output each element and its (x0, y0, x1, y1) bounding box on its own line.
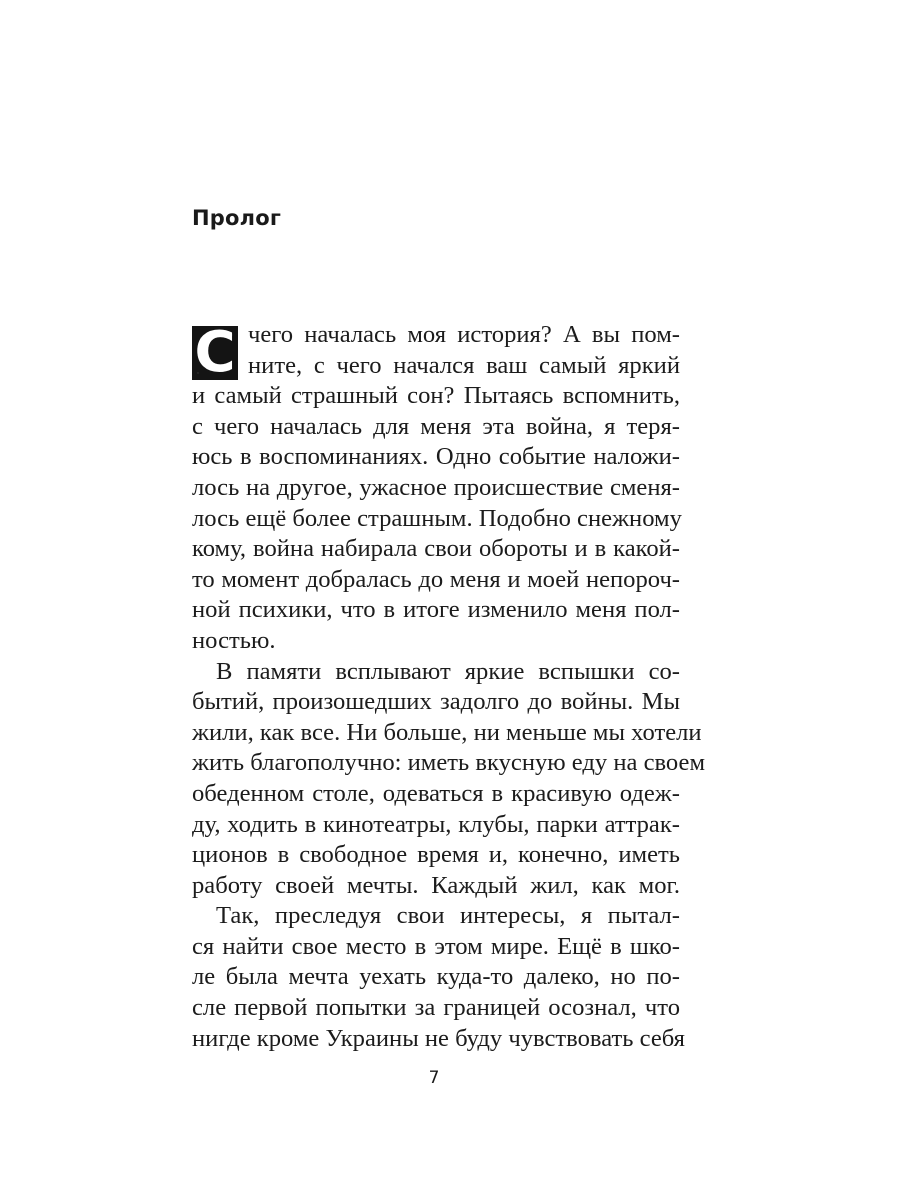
paragraph-2 (192, 657, 706, 902)
chapter-title: Пролог (192, 206, 282, 230)
paragraph-3 (192, 901, 685, 1054)
drop-cap-letter: С (194, 326, 236, 380)
text-line: бытий, произошедших задолго до войны. Мы (192, 688, 680, 716)
text-line: и самый страшный сон? Пытаясь вспомнить, (192, 382, 680, 410)
text-line: жить благополучно: иметь вкусную еду на своем (192, 749, 706, 777)
text-line: ционов в свободное время и, конечно, иметь (192, 841, 680, 869)
text-line: ной психики, что в итоге изменило меня пол- (192, 596, 680, 624)
text-line: лось ещё более страшным. Подобно снежному (192, 504, 682, 532)
paragraph-1-continued (192, 381, 680, 656)
text-line: работу своей мечты. Каждый жил, как мог. (192, 871, 680, 899)
text-line: юсь в воспоминаниях. Одно событие наложи- (192, 443, 680, 471)
text-line: жили, как все. Ни больше, ни меньше мы хотели (192, 718, 702, 746)
text-line: обеденном столе, одеваться в красивую одеж- (192, 779, 680, 807)
text-line: лось на другое, ужасное происшествие сменя- (192, 473, 680, 501)
paragraph-1 (192, 320, 680, 381)
text-line: сле первой попытки за границей осознал, что (192, 994, 680, 1022)
text-line: с чего началась для меня эта война, я теря- (192, 412, 680, 440)
text-line: нигде кроме Украины не буду чувствовать себя (192, 1024, 685, 1052)
text-line: ните, с чего начался ваш самый яркий (248, 351, 680, 379)
text-line: ле была мечта уехать куда-то далеко, но по- (192, 963, 680, 991)
text-line: ся найти свое место в этом мире. Ещё в шко- (192, 932, 680, 960)
text-line: кому, война набирала свои обороты и в какой- (192, 535, 680, 563)
text-line: В памяти всплывают яркие вспышки со- (216, 657, 680, 685)
text-line: ду, ходить в кинотеатры, клубы, парки аттрак- (192, 810, 680, 838)
page-number: 7 (428, 1068, 440, 1088)
text-line: Так, преследуя свои интересы, я пытал- (216, 902, 680, 930)
text-line: ностью. (192, 626, 276, 654)
text-line: чего началась моя история? А вы пом- (248, 321, 680, 348)
text-line: то момент добралась до меня и моей непороч- (192, 565, 680, 593)
prologue-body (192, 320, 706, 1054)
